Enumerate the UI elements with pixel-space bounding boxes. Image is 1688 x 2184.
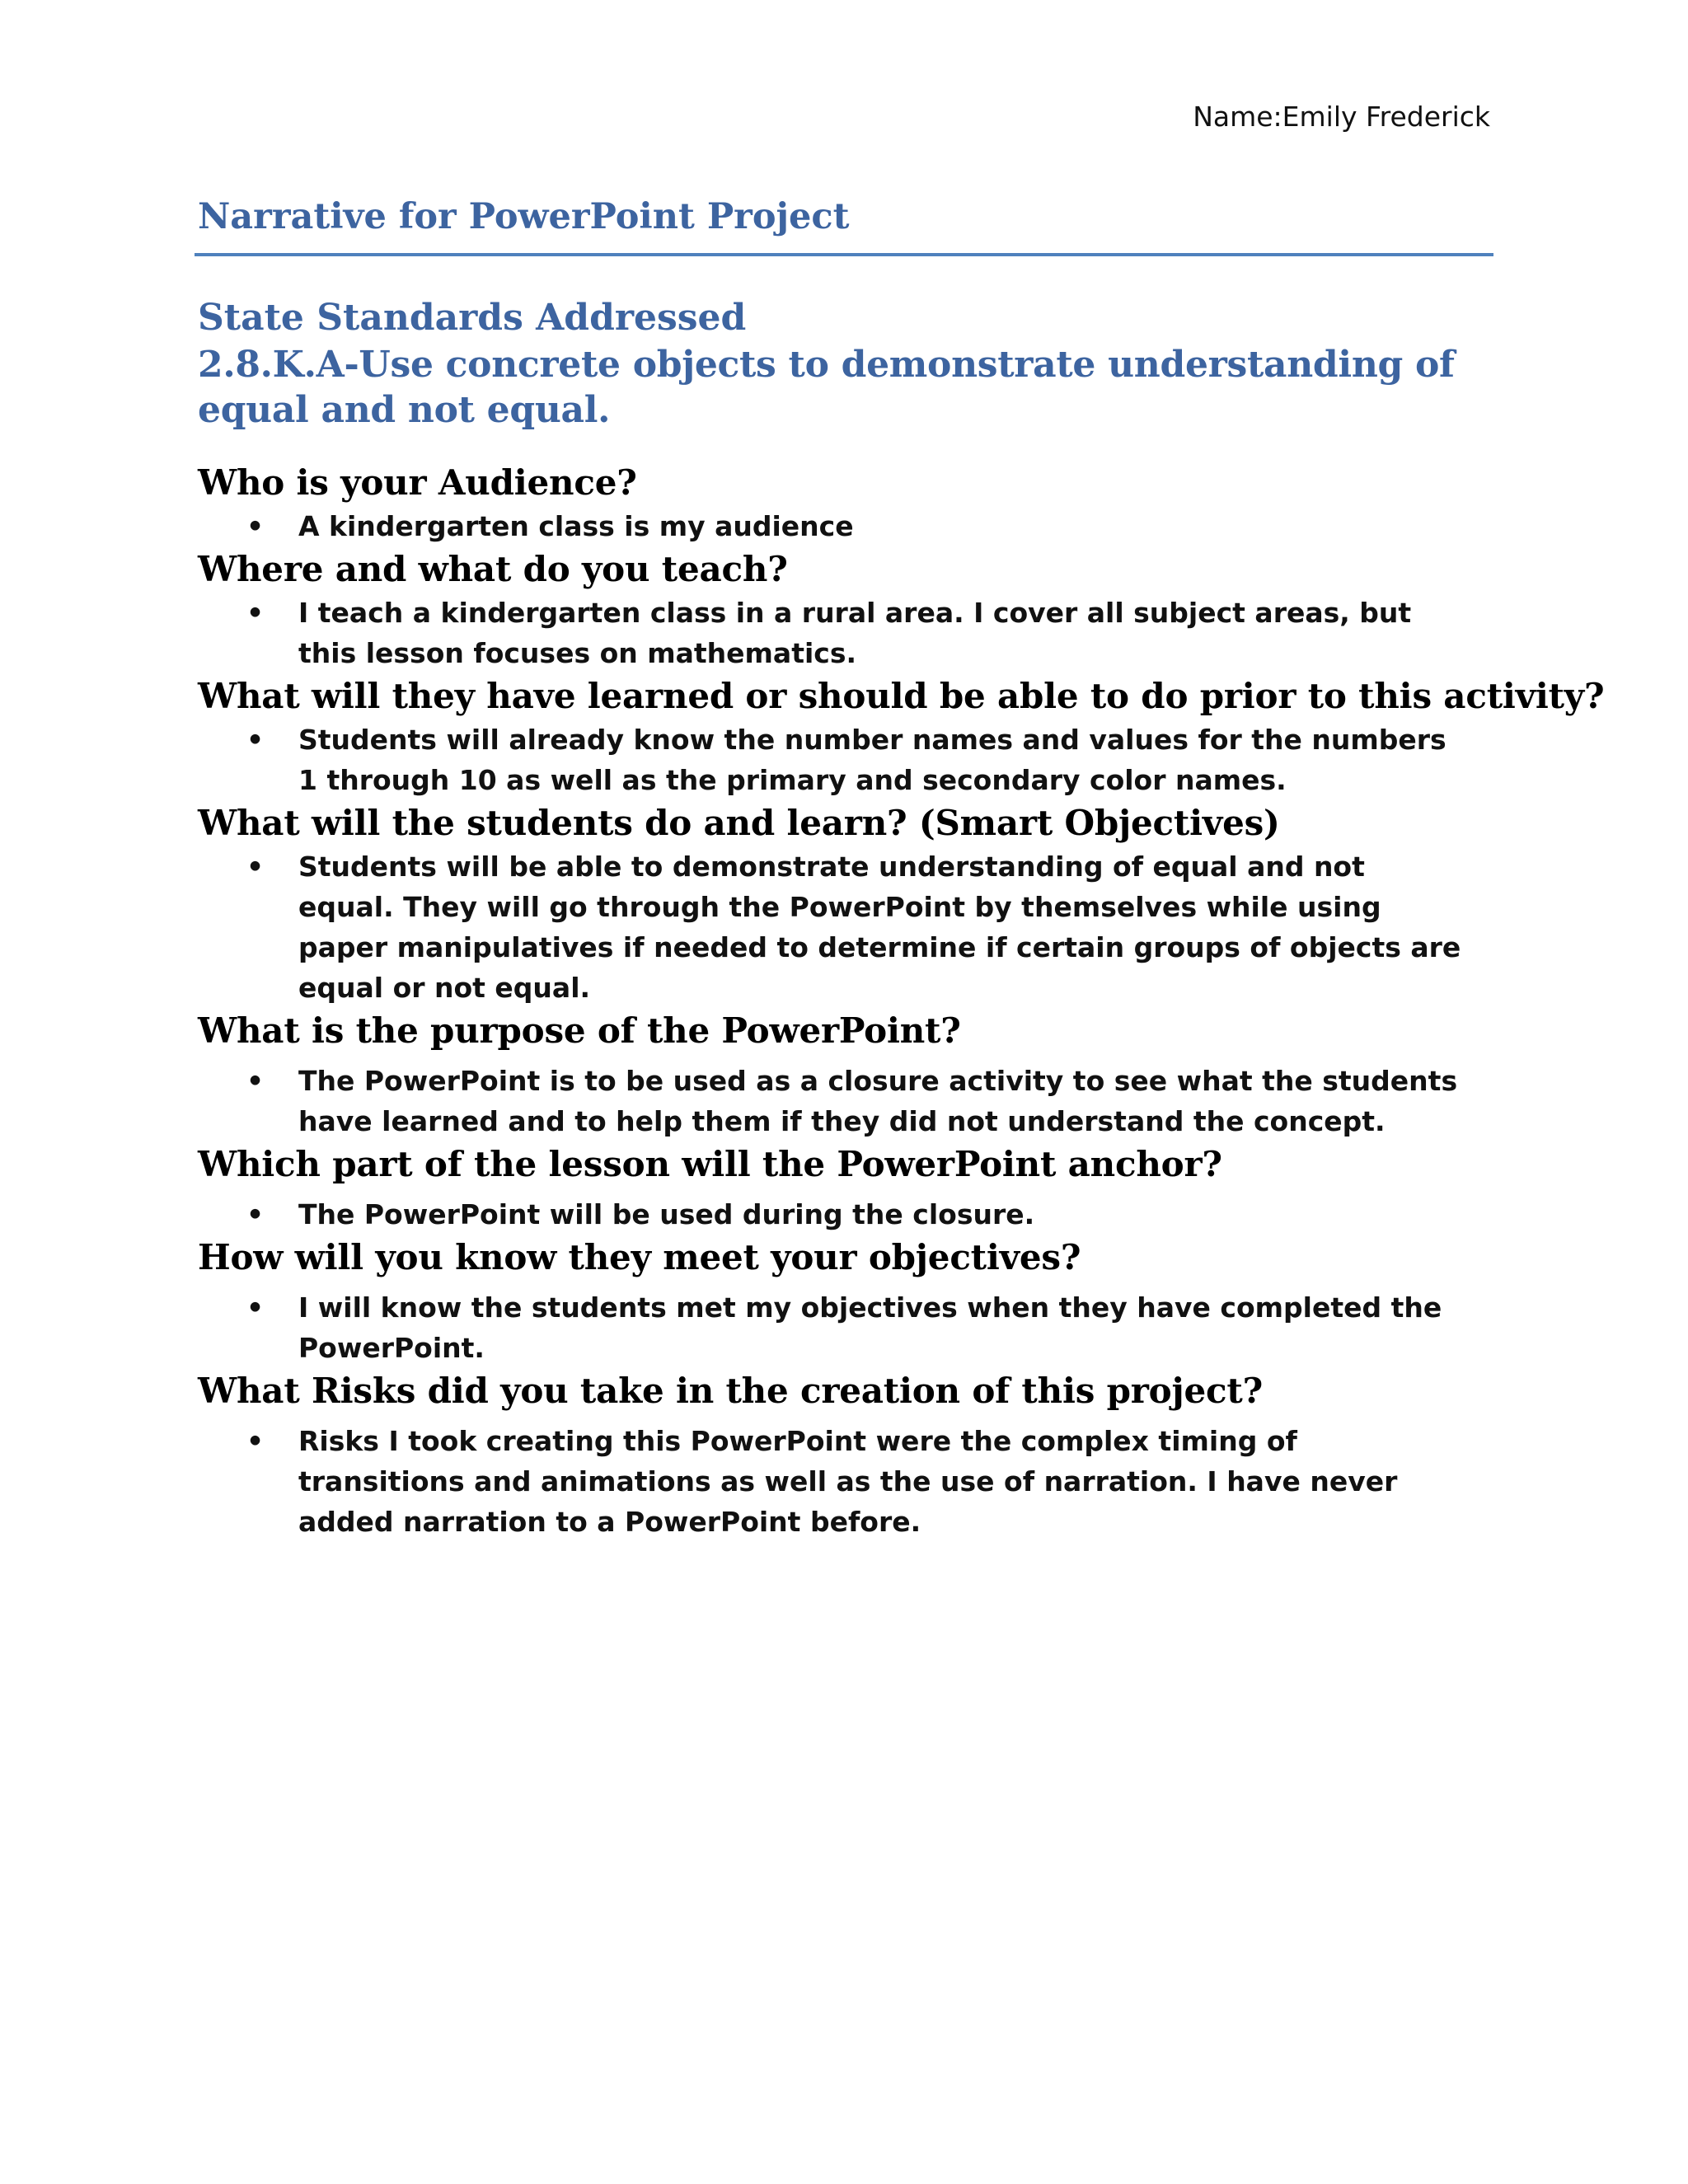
question-heading-anchor: Which part of the lesson will the PowerPoint anchor? [198,1144,1222,1184]
answer-text: Students will already know the number names and values for the numbers 1 through 10 as well as the primary and secondary color names. [298,724,1447,796]
question-heading-audience: Who is your Audience? [198,462,637,503]
answer-list [198,719,1517,800]
answer-text: A kindergarten class is my audience [298,510,854,542]
answer-list [198,846,1517,1008]
answer-text: Risks I took creating this PowerPoint were the complex timing of transitions and animations as well as the use of narration. I have never added narration to a PowerPoint before. [298,1425,1398,1538]
title-underline [195,253,1493,256]
bullet-icon: • [246,1198,265,1230]
question-heading-objectives: What will the students do and learn? (Smart Objectives) [198,803,1280,843]
answer-item [246,1061,1469,1141]
answer-item [246,593,1469,673]
answer-item [246,1421,1469,1542]
answer-text: The PowerPoint is to be used as a closure activity to see what the students have learned and to help them if they did not understand the concept. [298,1065,1458,1137]
questions-section [198,460,1605,1542]
standards-text: 2.8.K.A-Use concrete objects to demonstrate understanding of equal and not equal. [198,344,1455,431]
bullet-icon: • [246,510,265,542]
bullet-icon: • [246,1065,265,1097]
document-title: Narrative for PowerPoint Project [198,196,850,237]
standards-block [198,294,1500,433]
answer-text: Students will be able to demonstrate understanding of equal and not equal. They will go through the PowerPoint by themselves while using paper manipulatives if needed to determine if certain groups of objects are equal or not equal. [298,851,1461,1004]
question-heading-teach: Where and what do you teach? [198,549,788,589]
question-heading-risks: What Risks did you take in the creation of this project? [198,1371,1263,1411]
bullet-icon: • [246,1425,265,1457]
answer-item [246,719,1469,800]
bullet-icon: • [246,851,265,883]
answer-item [246,1287,1469,1368]
answer-list [198,506,1517,546]
standards-heading: State Standards Addressed [198,297,747,339]
answer-text: I will know the students met my objectives when they have completed the PowerPoint. [298,1291,1442,1364]
author-name: Name:Emily Frederick [1193,101,1490,133]
answer-text: The PowerPoint will be used during the closure. [298,1198,1035,1230]
answer-text: I teach a kindergarten class in a rural area. I cover all subject areas, but this lesson focuses on mathematics. [298,597,1412,669]
question-heading-prior: What will they have learned or should be able to do prior to this activity? [198,676,1605,716]
question-heading-assessment: How will you know they meet your objectives? [198,1237,1081,1277]
answer-list [198,1194,1517,1235]
bullet-icon: • [246,724,265,756]
answer-list [198,1421,1517,1542]
answer-item [246,506,1469,546]
answer-list [198,593,1517,673]
answer-list [198,1061,1517,1141]
answer-item [246,1194,1469,1235]
answer-list [198,1287,1517,1368]
bullet-icon: • [246,597,265,629]
answer-item [246,846,1469,1008]
bullet-icon: • [246,1291,265,1324]
question-heading-purpose: What is the purpose of the PowerPoint? [198,1010,961,1051]
